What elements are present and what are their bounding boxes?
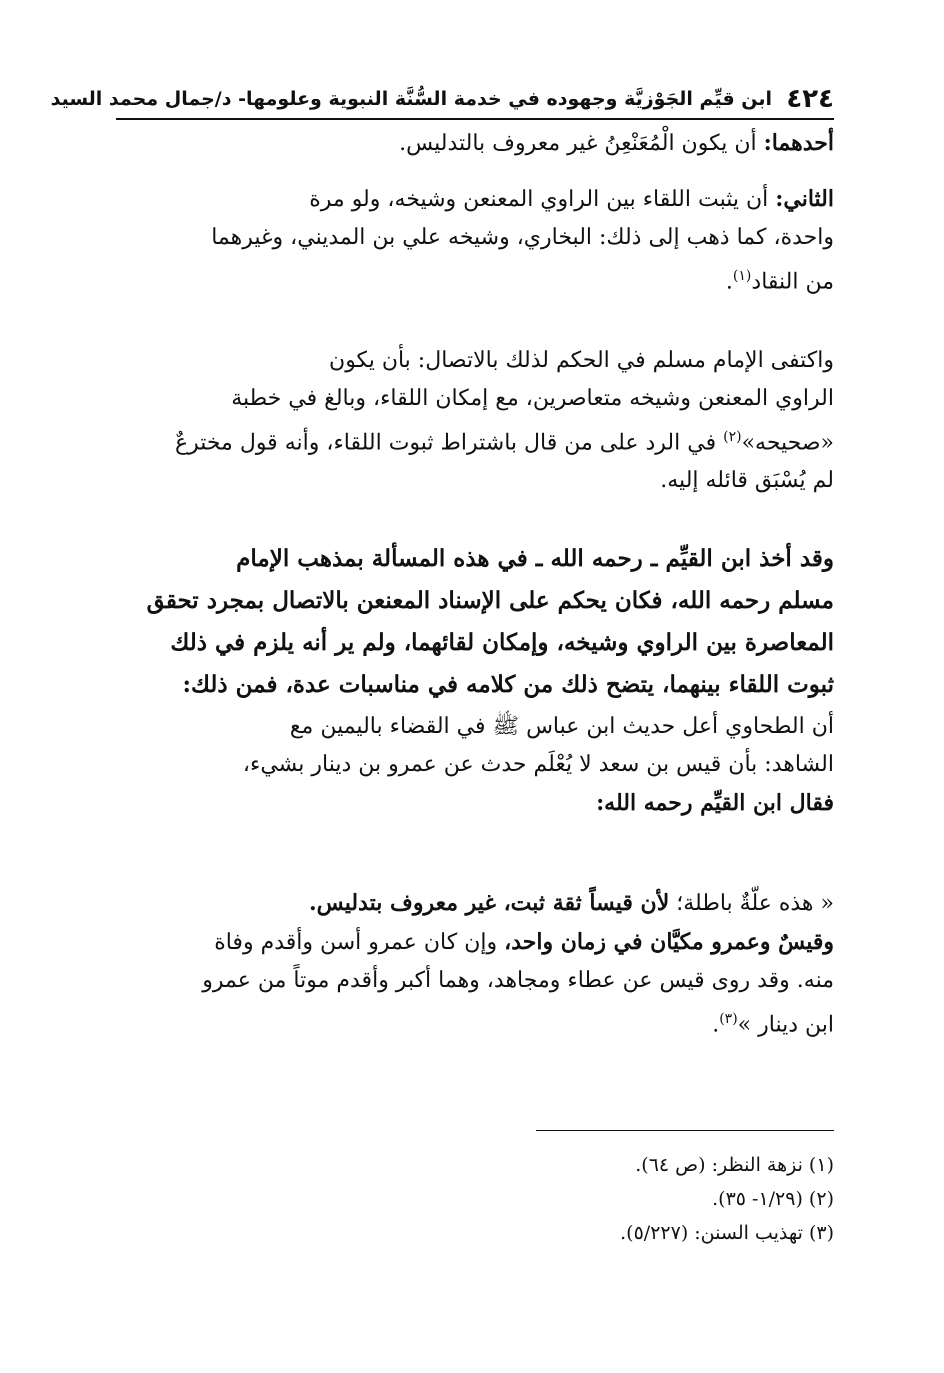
text-run: واحدة، كما ذهب إلى ذلك: البخاري، وشيخه علي بن المديني، وغيرهما <box>211 225 834 250</box>
text-line <box>116 1000 834 1044</box>
text-run: . <box>712 1012 720 1038</box>
text-run: يتضح ذلك من كلامه في مناسبات عدة، فمن ذلك: <box>182 671 663 698</box>
paragraph <box>116 538 834 706</box>
text-line <box>116 708 834 746</box>
text-line <box>116 923 834 962</box>
text-line <box>116 124 834 163</box>
text-run: الشاهد: بأن قيس بن سعد لا يُعْلَم حدث عن عمرو بن دينار بشيء، <box>242 752 834 777</box>
text-line <box>116 538 834 580</box>
text-run: ابن دينار » <box>737 1012 834 1038</box>
text-line <box>116 418 834 462</box>
text-run: أحدهما: <box>763 130 834 156</box>
text-run: الراوي المعنعن وشيخه متعاصرين، مع إمكان اللقاء، وبالغ في خطبة <box>231 386 834 411</box>
text-line <box>116 380 834 418</box>
text-line <box>116 746 834 784</box>
footnote-marker: (٢) <box>723 429 742 445</box>
paragraph <box>116 708 834 823</box>
footnote: (٢) (١/٢٩- ٣٥). <box>712 1188 834 1210</box>
text-run: مسلم رحمه الله، فكان يحكم على الإسناد المعنعن بالاتصال بمجرد تحقق <box>146 587 834 614</box>
footnote-marker: (١) <box>732 268 752 284</box>
footnote-divider <box>536 1130 834 1131</box>
text-run: أن يثبت اللقاء بين الراوي المعنعن وشيخه، ولو مرة <box>309 187 776 212</box>
text-line <box>116 180 834 219</box>
text-line <box>116 462 834 500</box>
text-line <box>116 622 834 664</box>
paragraph <box>116 124 834 163</box>
text-run: لم يُسْبَق قائله إليه. <box>660 468 834 494</box>
text-run: وإن كان عمرو أسن وأقدم وفاة <box>214 930 505 955</box>
text-run: وقيسٌ وعمرو مكيَّان في زمان واحد، <box>504 929 834 955</box>
footnote: (١) نزهة النظر: (ص ٦٤). <box>635 1154 834 1176</box>
text-run: الثاني: <box>775 186 834 212</box>
footnote-list <box>620 1148 834 1250</box>
text-line <box>116 784 834 823</box>
running-header <box>50 84 834 120</box>
text-run: فقال ابن القيِّم رحمه الله: <box>596 790 834 816</box>
text-run: أن يكون الْمُعَنْعِنُ غير معروف بالتدليس. <box>399 131 764 156</box>
text-line <box>116 257 834 301</box>
running-title: ابن قيِّم الجَوْزيَّة وجهوده في خدمة السُّنَّة النبوية وعلومها- د/جمال محمد السيد <box>50 88 772 110</box>
page-number: ٤٢٤ <box>786 84 834 114</box>
footnote-marker: (٣) <box>719 1011 738 1027</box>
text-run: وقد أخذ ابن القيِّم ـ رحمه الله ـ في هذه المسألة بمذهب الإمام <box>236 545 834 572</box>
text-run: ثبوت اللقاء بينهما، <box>662 671 834 698</box>
text-run: . <box>725 269 733 295</box>
text-run: أن الطحاوي أعل حديث ابن عباس ﷺ في القضاء باليمين مع <box>289 714 834 739</box>
text-run: لأن قيساً ثقة ثبت، غير معروف بتدليس. <box>309 890 670 916</box>
text-line <box>116 962 834 1000</box>
footnote: (٣) تهذيب السنن: (٥/٢٢٧). <box>620 1222 834 1244</box>
text-run: «صحيحه» <box>741 430 834 456</box>
text-line <box>116 884 834 923</box>
paragraph <box>116 180 834 301</box>
paragraph <box>116 342 834 500</box>
text-run: « هذه علّةٌ باطلة؛ <box>669 891 834 916</box>
paragraph <box>116 884 834 1044</box>
text-line <box>116 580 834 622</box>
text-line <box>116 664 834 706</box>
text-run: من النقاد <box>751 269 834 295</box>
text-run: المعاصرة بين الراوي وشيخه، وإمكان لقائهما، ولم ير أنه يلزم في ذلك <box>170 629 834 656</box>
text-run: واكتفى الإمام مسلم في الحكم لذلك بالاتصال: بأن يكون <box>329 348 834 373</box>
text-run: منه. وقد روى قيس عن عطاء ومجاهد، وهما أكبر وأقدم موتاً من عمرو <box>202 968 834 993</box>
text-line <box>116 219 834 257</box>
text-line <box>116 342 834 380</box>
text-run: في الرد على من قال باشتراط ثبوت اللقاء، وأنه قول مخترعٌ <box>174 430 724 456</box>
